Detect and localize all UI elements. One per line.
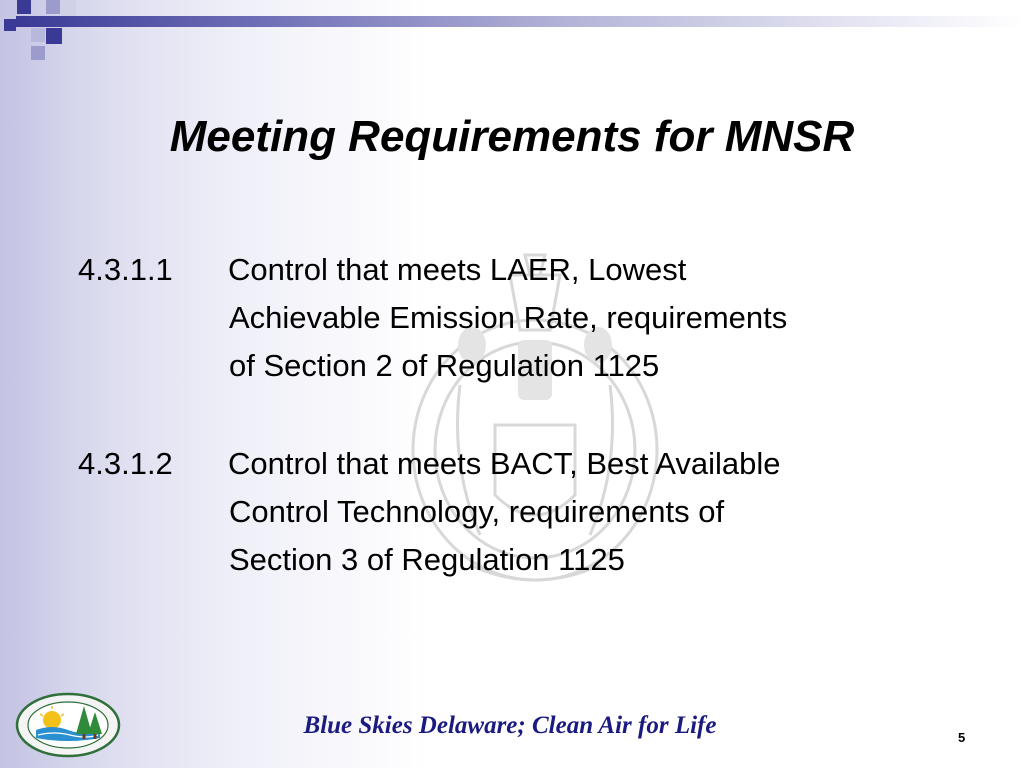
footer-slogan: Blue Skies Delaware; Clean Air for Life [303,712,717,739]
deco-square [46,0,60,14]
deco-square [46,28,62,44]
requirement-text: Control Technology, requirements of [229,494,725,529]
top-gradient-bar [16,16,1024,27]
requirement-line [78,246,958,294]
requirement-number: 4.3.1.2 [78,446,173,481]
requirement-text: Control that meets LAER, Lowest [228,252,687,287]
slide-title: Meeting Requirements for MNSR [169,112,855,161]
deco-square [31,28,45,42]
deco-square [4,19,16,31]
dnrec-logo-icon [14,692,122,758]
requirement-item [78,440,958,584]
slide-number: 5 [958,730,966,745]
requirement-text: of Section 2 of Regulation 1125 [229,348,660,383]
deco-square [17,0,31,14]
deco-square [31,46,45,60]
deco-square [60,0,76,16]
requirement-item [78,246,958,390]
requirement-number: 4.3.1.1 [78,252,173,287]
requirement-text: Achievable Emission Rate, requirements [229,300,788,335]
requirement-line [78,440,958,488]
slide-decoration [0,0,1024,70]
requirement-text: Control that meets BACT, Best Available [228,446,781,481]
requirement-text: Section 3 of Regulation 1125 [229,542,625,577]
